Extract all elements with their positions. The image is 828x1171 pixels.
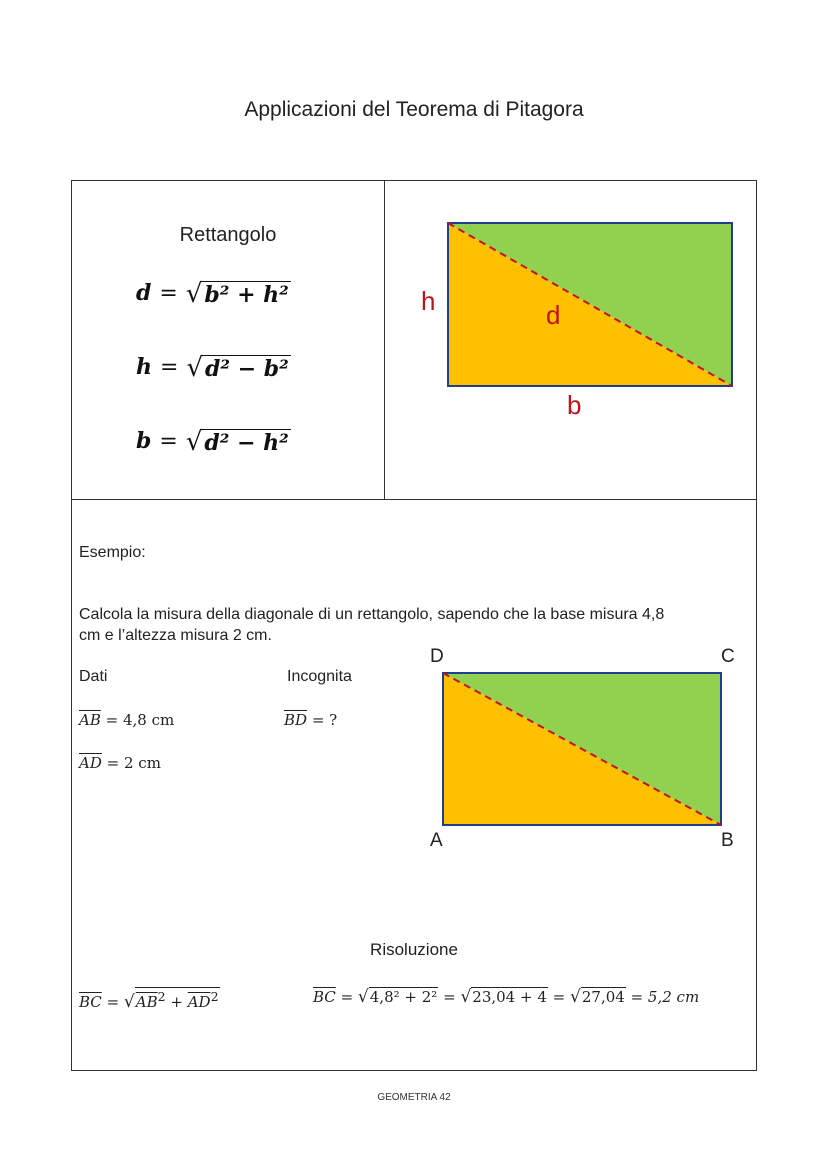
formula-radicand: b² + h² bbox=[204, 282, 289, 308]
label-b: b bbox=[567, 390, 582, 420]
sqrt-icon: √ bbox=[570, 987, 581, 1007]
plus-sign: + bbox=[170, 993, 183, 1011]
dato-ad bbox=[79, 754, 161, 772]
formula-radicand: d² − h² bbox=[204, 430, 289, 456]
segment-value: = 2 cm bbox=[106, 754, 161, 772]
formula-radicand: 23,04 + 4 bbox=[472, 988, 547, 1006]
incognita-bd bbox=[284, 711, 337, 729]
problem-text-line2: cm e l’altezza misura 2 cm. bbox=[79, 627, 272, 644]
exponent: 2 bbox=[157, 989, 166, 1004]
formula-lhs: h bbox=[136, 354, 152, 380]
formula-result: = 5,2 cm bbox=[630, 988, 700, 1006]
formula-lhs: b bbox=[136, 428, 152, 454]
segment-name: $\overline{BC}$ bbox=[79, 993, 102, 1011]
vertex-a: A bbox=[430, 830, 443, 851]
sqrt-icon: √ bbox=[123, 992, 135, 1012]
sqrt-icon: √ bbox=[186, 353, 204, 383]
divider-horizontal bbox=[71, 499, 757, 500]
segment-value: = 4,8 cm bbox=[105, 711, 175, 729]
segment-name: $\overline{BC}$ bbox=[313, 988, 336, 1006]
formula-lhs: d bbox=[136, 280, 152, 306]
numeric-formula bbox=[313, 987, 699, 1007]
incognita-label: Incognita bbox=[287, 668, 352, 685]
segment-name: $\overline{AD}$ bbox=[187, 993, 211, 1011]
shape-heading: Rettangolo bbox=[179, 224, 277, 246]
vertex-c: C bbox=[721, 646, 735, 667]
problem-text-line1: Calcola la misura della diagonale di un rettangolo, sapendo che la base misura 4,8 bbox=[79, 606, 665, 623]
sqrt-icon: √ bbox=[185, 427, 203, 457]
example-heading: Esempio: bbox=[79, 544, 146, 561]
equals-sign: = bbox=[552, 988, 566, 1006]
dato-ab bbox=[79, 711, 174, 729]
equals-sign: = bbox=[106, 993, 120, 1011]
rectangle-diagram-top bbox=[444, 219, 740, 391]
risoluzione-label: Risoluzione bbox=[370, 940, 458, 959]
segment-name: $\overline{AB}$ bbox=[79, 711, 101, 729]
equals-sign: = bbox=[340, 988, 354, 1006]
sqrt-icon: √ bbox=[357, 987, 369, 1007]
formula-height: h = √d² − b² bbox=[136, 353, 289, 383]
formula-radicand: 4,8² + 2² bbox=[369, 988, 438, 1006]
segment-name: AB bbox=[135, 993, 158, 1011]
page-footer: GEOMETRIA 42 bbox=[377, 1092, 451, 1103]
label-d: d bbox=[546, 300, 561, 330]
segment-value: = ? bbox=[311, 711, 338, 729]
rectangle-diagram-example bbox=[440, 670, 726, 830]
vertex-b: B bbox=[721, 830, 734, 851]
label-h: h bbox=[421, 286, 436, 316]
exponent: 2 bbox=[210, 989, 219, 1004]
formula-radicand: d² − b² bbox=[205, 356, 289, 382]
dati-label: Dati bbox=[79, 668, 108, 685]
divider-vertical bbox=[384, 180, 385, 499]
segment-name: $\overline{BD}$ bbox=[284, 711, 308, 729]
vertex-d: D bbox=[430, 646, 444, 667]
equals-sign: = bbox=[443, 988, 456, 1006]
formula-base: b = √d² − h² bbox=[136, 427, 289, 457]
formula-radicand bbox=[135, 987, 220, 1011]
segment-name: $\overline{AD}$ bbox=[79, 754, 102, 772]
general-formula bbox=[79, 987, 220, 1012]
page-title: Applicazioni del Teorema di Pitagora bbox=[244, 98, 584, 121]
formula-diagonal: d = √b² + h² bbox=[136, 279, 289, 309]
sqrt-icon: √ bbox=[460, 987, 472, 1007]
sqrt-icon: √ bbox=[185, 279, 203, 309]
formula-radicand: 27,04 bbox=[581, 988, 625, 1006]
